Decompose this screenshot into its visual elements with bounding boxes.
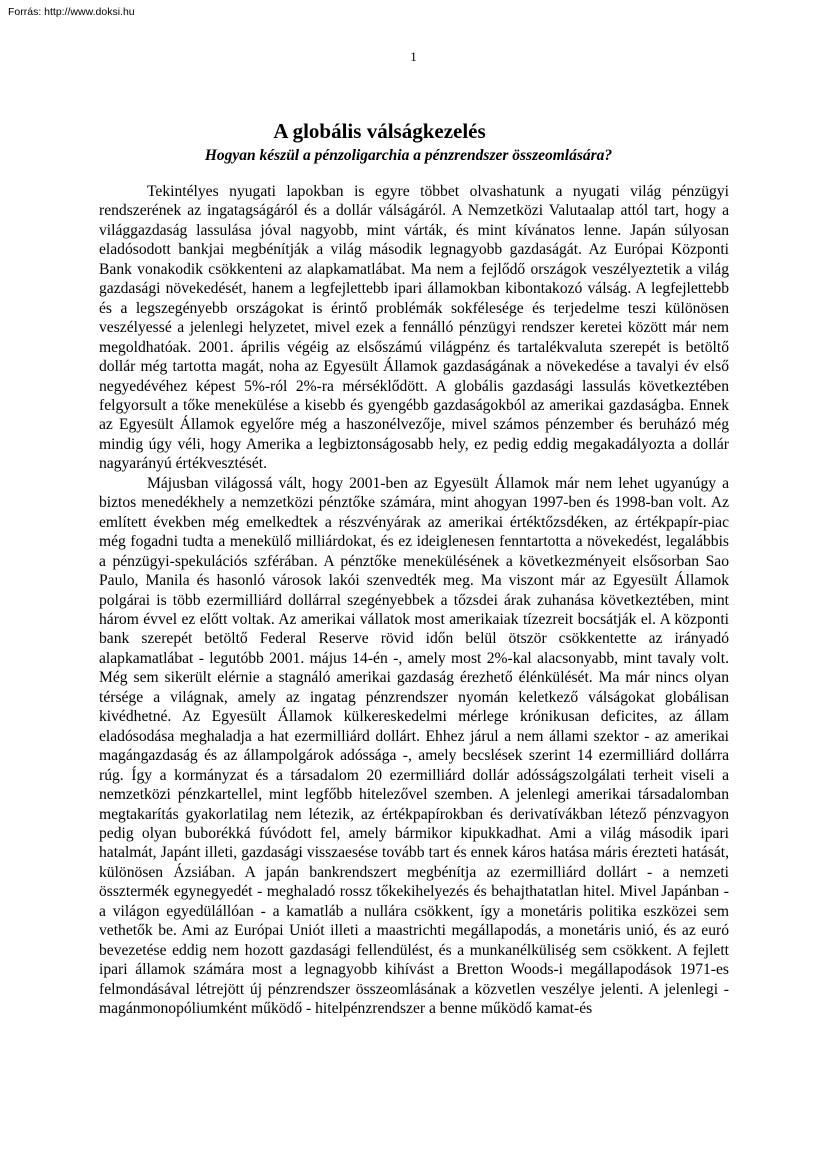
article-body bbox=[99, 182, 729, 1018]
page-subtitle: Hogyan készül a pénzoligarchia a pénzrendszer összeomlására? bbox=[204, 147, 613, 164]
paragraph: Májusban világossá vált, hogy 2001-ben az Egyesült Államok már nem lehet ugyanúgy a biztos menedékhely a nemzetközi pénztőke számára, mint ahogyan 1997-ben és 1998-ban volt. Az említett években még emelkedtek a részvényárak az amerikai értéktőzsdéken, az értékpapír-piac még fogadni tudta a menekülő milliárdokat, és ez ideiglenesen fenntartotta a növekedést, legalábbis a pénzügyi-spekulációs szférában. A pénztőke menekülésének a következményeit elsősorban Sao Paulo, Manila és hasonló városok lakói szenvedték meg. Ma viszont már az Egyesült Államok polgárai is több ezermilliárd dollárral szegényebbek a tőzsdei árak zuhanása következtében, mint három évvel ez előtt voltak. Az amerikai vállatok most amerikaiak tízezreit bocsátják el. A központi bank szerepét betöltő Federal Reserve rövid időn belül ötször csökkentette az irányadó alapkamatlábat - legutóbb 2001. május 14-én -, amely most 2%-kal alacsonyabb, mint tavaly volt. Még sem sikerült elérnie a stagnáló amerikai gazdaság érezhető élénkülését. Ma már nincs olyan térsége a világnak, amely az ingatag pénzrendszer nyomán keletkező válságokat globálisan kivédhetné. Az Egyesült Államok külkereskedelmi mérlege krónikusan deficites, az állam eladósodása meghaladja a hat ezermilliárd dollárt. Ehhez járul a nem állami szektor - az amerikai magángazdaság és az állampolgárok adóssága -, amely becslések szerint 14 ezermilliárd dollárra rúg. Így a kormányzat és a társadalom 20 ezermilliárd dollár adósságszolgálati terheit viseli a nemzetközi pénzkartellel, mint legfőbb hitelezővel szemben. A jelenlegi amerikai társadalomban megtakarítás gyakorlatilag nem létezik, az értékpapírokban és derivatívákban létező pénzvagyon pedig olyan buborékká fúvódott fel, amely bármikor kipukkadhat. Ami a világ második ipari hatalmát, Japánt illeti, gazdasági visszaesése tovább tart és ennek káros hatása máris érezteti hatását, különösen Ázsiában. A japán bankrendszert megbénítja az ezermilliárd dollárt - a nemzeti össztermék egynegyedét - meghaladó rossz tőkekihelyezés és behajthatatlan hitel. Mivel Japánban - a világon egyedülállóan - a kamatláb a nullára csökkent, így a monetáris politika eszközei sem vethetők be. Ami az Európai Uniót illeti a maastrichti megállapodás, a monetáris unió, és az euró bevezetése eddig nem hozott gazdasági fellendülést, és a munkanélküliség sem csökkent. A fejlett ipari államok számára most a legnagyobb kihívást a Bretton Woods-i megállapodások 1971-es felmondásával létrejött új pénzrendszer összeomlásának a közvetlen veszélye jelenti. A jelenlegi - magánmonopóliumként működő - hitelpénzrendszer a benne működő kamat-és bbox=[99, 474, 729, 1018]
paragraph: Tekintélyes nyugati lapokban is egyre többet olvashatunk a nyugati világ pénzügyi rendszerének az ingatagságáról és a dollár válságáról. A Nemzetközi Valutaalap attól tart, hogy a világgazdaság lassulása jóval nagyobb, mint várták, és mint kívánatos lenne. Japán súlyosan eladósodott bankjai megbénítják a világ második legnagyobb gazdaságát. Az Európai Központi Bank vonakodik csökkenteni az alapkamatlábat. Ma nem a fejlődő országok veszélyeztetik a világ gazdasági növekedését, hanem a legfejlettebb ipari államokban kibontakozó válság. A legfejlettebb és a legszegényebb országokat is érintő problémák sokfélesége és terjedelme teszi különösen veszélyessé a jelenlegi helyzetet, mivel ezek a fennálló pénzügyi rendszer keretei között már nem megoldhatóak. 2001. április végéig az elsőszámú világpénz és tartalékvaluta szerepét is betöltő dollár még tartotta magát, noha az Egyesült Államok gazdaságának a növekedése a tavalyi év első negyedévéhez képest 5%-ról 2%-ra mérséklődött. A globális gazdasági lassulás következtében felgyorsult a tőke menekülése a kisebb és gyengébb gazdaságokból az amerikai gazdaságba. Ennek az Egyesült Államok egyelőre még a haszonélvezője, mivel számos pénzember és beruházó még mindig úgy véli, hogy Amerika a legbiztonságosabb hely, ez pedig eddig megakadályozta a dollár nagyarányú értékvesztését. bbox=[99, 183, 729, 473]
page-number: 1 bbox=[410, 49, 417, 64]
page-title: A globális válságkezelés bbox=[273, 119, 486, 143]
source-line: Forrás: http://www.doksi.hu bbox=[8, 6, 135, 18]
